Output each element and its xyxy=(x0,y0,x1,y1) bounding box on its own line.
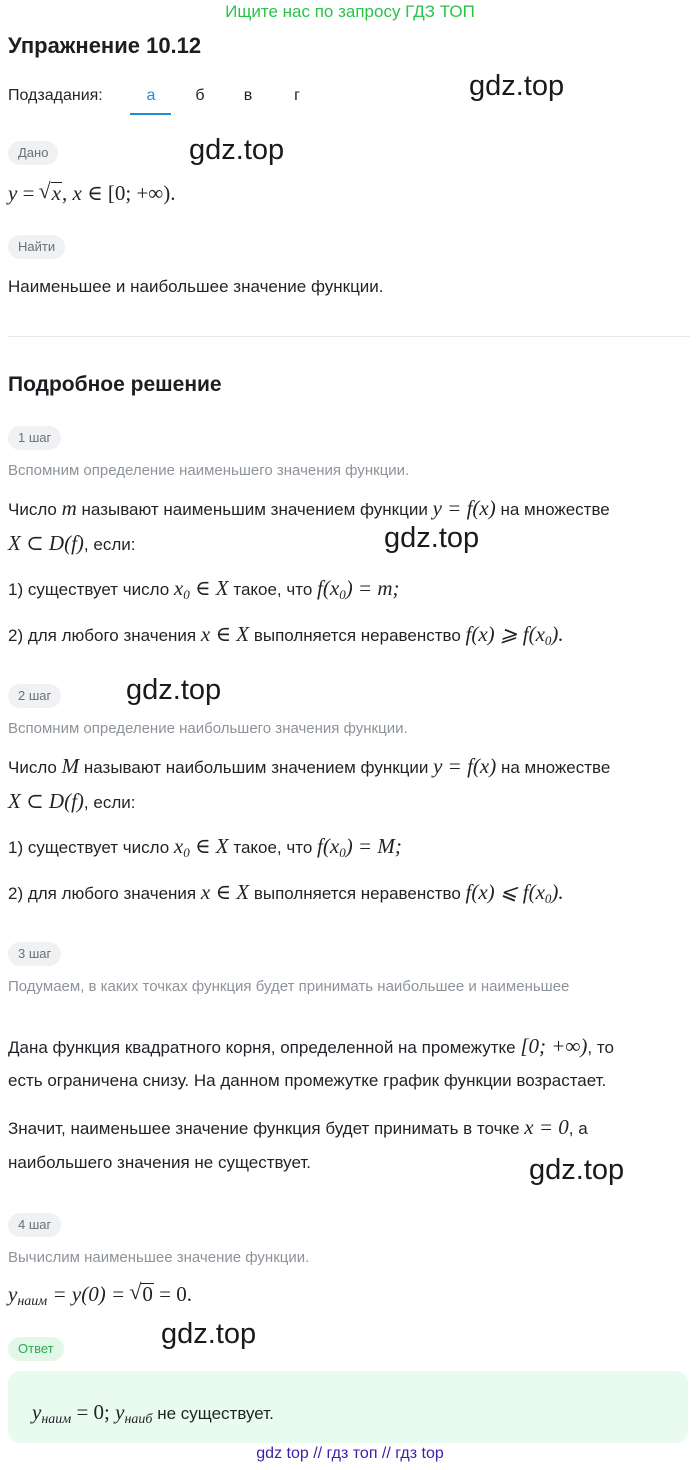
step-hint: Вспомним определение наименьшего значения функции. xyxy=(8,462,410,479)
sqrt-sign: √ 0 xyxy=(130,1282,154,1307)
tab-b[interactable]: б xyxy=(195,87,205,104)
watermark: gdz.top xyxy=(529,1154,625,1186)
step-line: Дана функция квадратного корня, определенной на промежутке [0; +∞), то xyxy=(8,1034,614,1058)
step-line: 2) для любого значения x ∈ X выполняется неравенство f(x) ⩽ $f(x_0)$. xyxy=(8,880,564,906)
answer-chip: Ответ xyxy=(8,1337,64,1361)
tab-a[interactable]: а xyxy=(146,87,156,104)
solution-title: Подробное решение xyxy=(8,373,222,396)
subtasks-label: Подзадания: xyxy=(8,87,103,104)
sqrt-sign: √ x xyxy=(40,181,62,206)
step-formula: yнаим = y(0) = √ 0 = 0. xyxy=(8,1282,192,1310)
step-chip: 2 шаг xyxy=(8,684,61,708)
step-line: 2) для любого значения x ∈ X выполняется неравенство f(x) ⩾ $f(x_0)$. xyxy=(8,622,564,648)
answer-text: yнаим = 0; yнаиб не существует. xyxy=(32,1400,274,1427)
step-hint: Вспомним определение наибольшего значения функции. xyxy=(8,720,408,737)
watermark: gdz.top xyxy=(126,674,222,706)
step-line: 1) существует число $x_0$ ∈ X такое, что $f(x_0) = M$; xyxy=(8,834,402,860)
step-line: 1) существует число $x_0$ ∈ X такое, что $f(x_0) = m$; xyxy=(8,576,400,602)
tab-g[interactable]: г xyxy=(294,87,300,104)
step-line: X ⊂ D(f), если: xyxy=(8,531,136,555)
step-line: Значит, наименьшее значение функция будет принимать в точке x = 0, а xyxy=(8,1115,588,1139)
step-hint: Вычислим наименьшее значение функции. xyxy=(8,1249,310,1266)
footer-links[interactable]: gdz top // гдз топ // гдз top xyxy=(256,1445,444,1462)
step-line: Число M называют наибольшим значением функции y = f(x) на множестве xyxy=(8,754,611,778)
active-tab-indicator xyxy=(130,113,171,115)
step-line: X ⊂ D(f), если: xyxy=(8,789,136,813)
step-chip: 3 шаг xyxy=(8,942,61,966)
step-line: Число m называют наименьшим значением функции y = f(x) на множестве xyxy=(8,496,610,520)
given-formula: y = √ x, x ∈ [0; +∞). xyxy=(8,181,176,206)
watermark: gdz.top xyxy=(189,134,285,166)
top-banner: Ищите нас по запросу ГДЗ ТОП xyxy=(225,2,475,21)
find-chip: Найти xyxy=(8,235,65,259)
page-title: Упражнение 10.12 xyxy=(8,33,202,58)
divider xyxy=(8,336,690,337)
given-chip: Дано xyxy=(8,141,58,165)
find-text: Наименьшее и наибольшее значение функции. xyxy=(8,277,384,296)
step-hint: Подумаем, в каких точках функция будет принимать наибольшее и наименьшее xyxy=(8,978,570,995)
step-line: есть ограничена снизу. На данном промежутке график функции возрастает. xyxy=(8,1071,607,1090)
watermark: gdz.top xyxy=(161,1318,257,1350)
step-chip: 4 шаг xyxy=(8,1213,61,1237)
step-line: наибольшего значения не существует. xyxy=(8,1153,312,1172)
watermark: gdz.top xyxy=(384,522,480,554)
step-chip: 1 шаг xyxy=(8,426,61,450)
watermark: gdz.top xyxy=(469,70,565,102)
tab-v[interactable]: в xyxy=(243,87,253,104)
